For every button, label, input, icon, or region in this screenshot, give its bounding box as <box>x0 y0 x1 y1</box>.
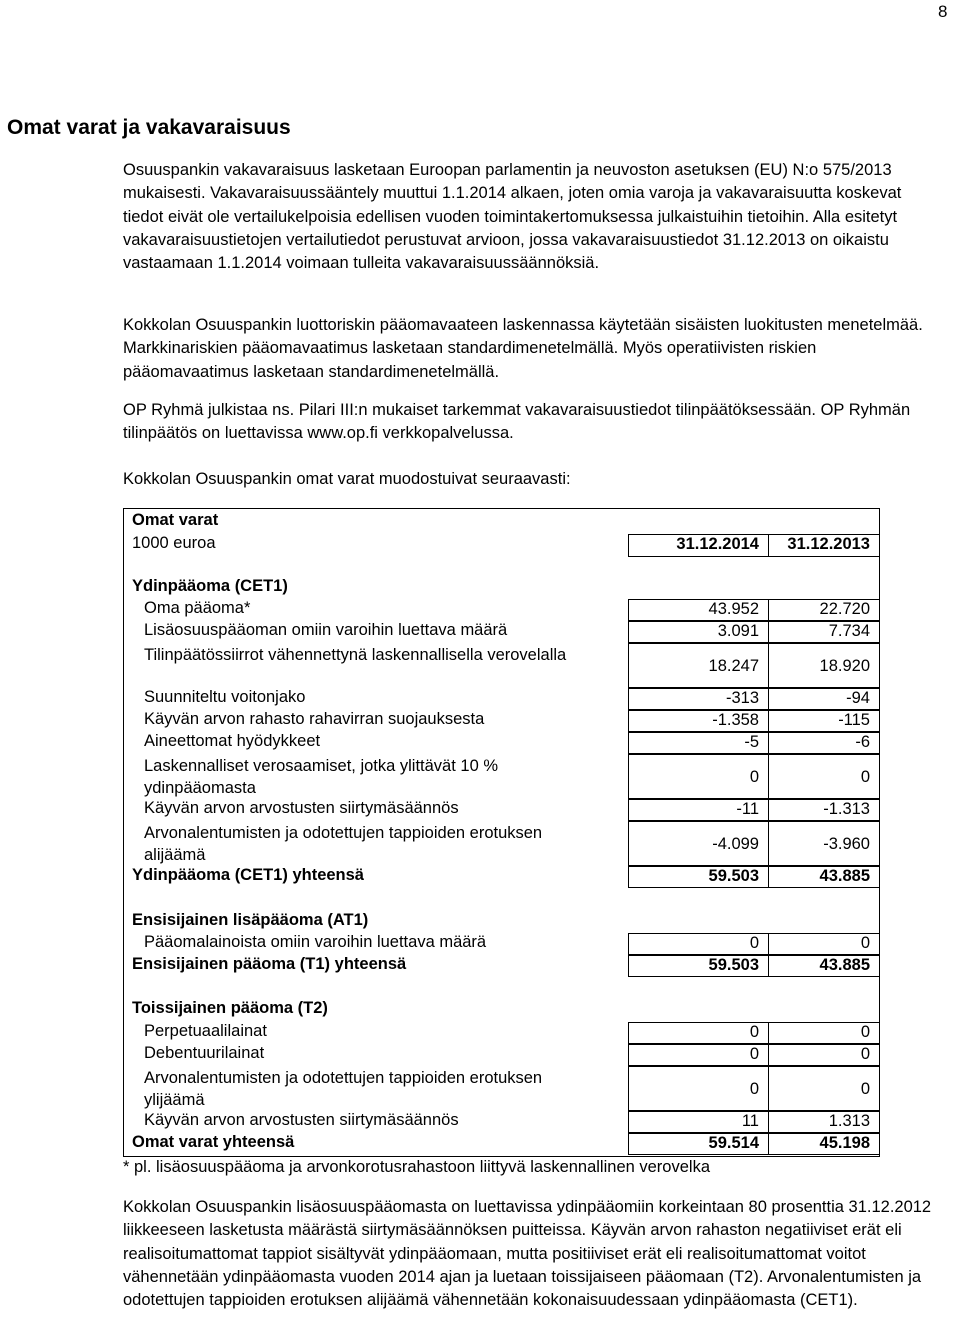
total-value-2013: 45.198 <box>769 1133 880 1155</box>
section-heading-row <box>132 911 880 933</box>
value-2013: -6 <box>769 732 880 754</box>
section-heading-cet1: Ydinpääoma (CET1) <box>132 577 288 595</box>
section-heading-row <box>132 577 880 599</box>
value-2014: -4.099 <box>628 821 769 866</box>
section-heading-t2: Toissijainen pääoma (T2) <box>132 999 328 1017</box>
table-row <box>132 643 880 688</box>
table-row <box>132 1022 880 1044</box>
credit-risk-paragraph: Kokkolan Osuuspankin luottoriskin pääomavaateen laskennassa käytetään sisäisten luokitusten menetelmää. Markkinariskien pääomavaatimus lasketaan standardimenetelmällä. Myös operatiivisten riskien pääomavaatimus lasketaan standardimenetelmällä. <box>123 316 923 381</box>
table-title-row <box>132 511 880 534</box>
table-row <box>132 933 880 955</box>
total-row <box>132 1133 880 1155</box>
row-label: Suunniteltu voitonjako <box>144 688 306 706</box>
table-row <box>132 821 880 866</box>
value-2013: 0 <box>769 754 880 799</box>
row-label: Tilinpäätössiirrot vähennettynä laskennallisella verovelalla <box>144 646 567 664</box>
table-row <box>132 599 880 621</box>
table-footnote: * pl. lisäosuuspääoma ja arvonkorotusrahastoon liittyvä laskennallinen verovelka <box>123 1158 710 1176</box>
value-2013: 18.920 <box>769 643 880 688</box>
total-value-2013: 43.885 <box>769 955 880 977</box>
table-row <box>132 1066 880 1111</box>
total-row <box>132 866 880 888</box>
table-row <box>132 1111 880 1133</box>
table-title: Omat varat <box>132 511 219 529</box>
closing-paragraph: Kokkolan Osuuspankin lisäosuuspääomasta on luettavissa ydinpääomiin korkeintaan 80 prosenttia 31.12.2012 liikkeeseen lasketusta määrästä siirtymäsäännöksen puitteissa. Käyvän arvon rahaston negatiiviset erät eli realisoitumattomat tappiot sisältyvät ydinpääomaan, mutta positiiviset erät eli realisoitumattomat voitot vähennetään ydinpääomasta vuoden 2014 ajan ja luetaan toissijaiseen pääomaan (T2). Arvonalentumisten ja odotettujen tappioiden erotuksen alijäämä vähennetään kokonaisuudessaan ydinpääomasta (CET1). <box>123 1198 932 1310</box>
total-label-t1: Ensisijainen pääoma (T1) yhteensä <box>132 955 407 973</box>
row-label: Käyvän arvon rahasto rahavirran suojauksesta <box>144 710 485 728</box>
row-label: Käyvän arvon arvostusten siirtymäsäännös <box>144 799 459 817</box>
value-2014: 0 <box>628 1066 769 1111</box>
column-header-2014: 31.12.2014 <box>628 534 769 557</box>
row-label: Arvonalentumisten ja odotettujen tappioiden erotuksen ylijäämä <box>144 1069 543 1109</box>
total-label-cet1: Ydinpääoma (CET1) yhteensä <box>132 866 364 884</box>
row-label: Laskennalliset verosaamiset, jotka ylittävät 10 % ydinpääomasta <box>144 757 499 797</box>
value-2013: 0 <box>769 1044 880 1066</box>
value-2014: 11 <box>628 1111 769 1133</box>
value-2014: 3.091 <box>628 621 769 643</box>
value-2014: -5 <box>628 732 769 754</box>
total-value-2014: 59.503 <box>628 955 769 977</box>
row-label: Arvonalentumisten ja odotettujen tappioiden erotuksen alijäämä <box>144 824 543 864</box>
value-2013: -1.313 <box>769 799 880 821</box>
row-label: Lisäosuuspääoman omiin varoihin luettava määrä <box>144 621 508 639</box>
total-value-2013: 43.885 <box>769 866 880 888</box>
table-row <box>132 688 880 710</box>
total-value-2014: 59.514 <box>628 1133 769 1155</box>
value-2014: -11 <box>628 799 769 821</box>
value-2013: -94 <box>769 688 880 710</box>
total-label-own-funds: Omat varat yhteensä <box>132 1133 295 1151</box>
row-label: Aineettomat hyödykkeet <box>144 732 321 750</box>
value-2013: 0 <box>769 1022 880 1044</box>
value-2013: -3.960 <box>769 821 880 866</box>
table-unit: 1000 euroa <box>132 534 216 552</box>
table-row <box>132 732 880 754</box>
page-title: Omat varat ja vakavaraisuus <box>7 116 291 139</box>
table-row <box>132 754 880 799</box>
section-heading-at1: Ensisijainen lisäpääoma (AT1) <box>132 911 369 929</box>
section-heading-row <box>132 999 880 1021</box>
row-label: Pääomalainoista omiin varoihin luettava määrä <box>144 933 487 951</box>
value-2013: 7.734 <box>769 621 880 643</box>
value-2014: 0 <box>628 933 769 955</box>
table-row <box>132 1044 880 1066</box>
value-2014: -313 <box>628 688 769 710</box>
row-label: Perpetuaalilainat <box>144 1022 267 1040</box>
row-label: Käyvän arvon arvostusten siirtymäsäännös <box>144 1111 459 1129</box>
table-lead-paragraph: Kokkolan Osuuspankin omat varat muodostuivat seuraavasti: <box>123 470 571 488</box>
total-value-2014: 59.503 <box>628 866 769 888</box>
table-row <box>132 621 880 643</box>
value-2013: 0 <box>769 1066 880 1111</box>
column-header-2013: 31.12.2013 <box>769 534 880 557</box>
total-row <box>132 955 880 977</box>
row-label: Debentuurilainat <box>144 1044 265 1062</box>
table-row <box>132 710 880 732</box>
op-group-paragraph: OP Ryhmä julkistaa ns. Pilari III:n mukaiset tarkemmat vakavaraisuustiedot tilinpäätöksessään. OP Ryhmän tilinpäätös on luettavissa www.op.fi verkkopalvelussa. <box>123 401 911 443</box>
row-label: Oma pääoma* <box>144 599 251 617</box>
intro-paragraph: Osuuspankin vakavaraisuus lasketaan Euroopan parlamentin ja neuvoston asetuksen (EU) N:o 575/2013 mukaisesti. Vakavaraisuussääntely muuttui 1.1.2014 alkaen, joten omia varoja ja vakavaraisuutta koskevat tiedot eivät ole vertailukelpoisia edellisen vuoden toimintakertomuksessa julkaistuihin tietoihin. Alla esitetyt vakavaraisuustietojen vertailutiedot perustuvat arvioon, jossa vakavaraisuustiedot 31.12.2013 on oikaistu vastaamaan 1.1.2014 voimaan tulleita vakavaraisuussäännöksiä. <box>123 161 902 273</box>
value-2014: 43.952 <box>628 599 769 621</box>
table-row <box>132 799 880 821</box>
value-2013: 1.313 <box>769 1111 880 1133</box>
value-2014: 0 <box>628 1044 769 1066</box>
value-2014: 0 <box>628 754 769 799</box>
value-2014: 18.247 <box>628 643 769 688</box>
value-2013: 22.720 <box>769 599 880 621</box>
value-2014: 0 <box>628 1022 769 1044</box>
value-2014: -1.358 <box>628 710 769 732</box>
table-header-row <box>132 534 880 557</box>
value-2013: 0 <box>769 933 880 955</box>
page-number: 8 <box>938 2 948 21</box>
own-funds-table <box>123 508 880 1157</box>
value-2013: -115 <box>769 710 880 732</box>
